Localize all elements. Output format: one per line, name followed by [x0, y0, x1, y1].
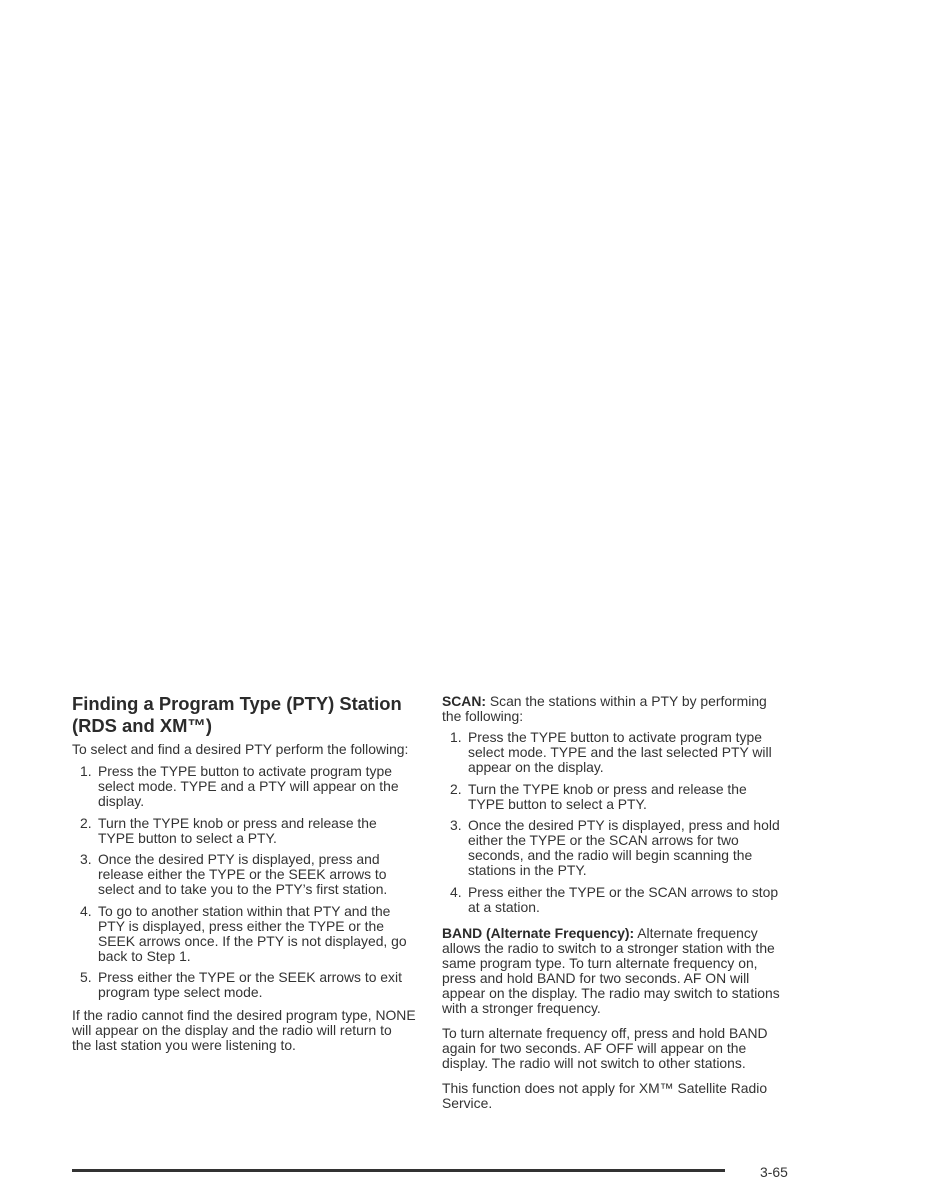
- band-paragraph: [442, 926, 802, 1016]
- step-text: Turn the TYPE knob or press and release the TYPE button to select a PTY.: [98, 814, 377, 846]
- scan-steps-list: [442, 730, 802, 915]
- scan-paragraph: [442, 694, 802, 724]
- step-number: 4.: [80, 902, 92, 919]
- list-item: [72, 852, 432, 897]
- step-number: 4.: [450, 883, 462, 900]
- list-item: [72, 816, 432, 846]
- list-item: [442, 730, 802, 775]
- step-number: 2.: [450, 780, 462, 797]
- step-number: 1.: [450, 729, 462, 745]
- step-text: Turn the TYPE knob or press and release the TYPE button to select a PTY.: [468, 780, 747, 812]
- step-text: Once the desired PTY is displayed, press and release either the TYPE or the SEEK arrows to select and to take you to the PTY’s first station.: [98, 851, 388, 897]
- pty-steps-list: [72, 764, 432, 1000]
- scan-label: SCAN:: [442, 693, 486, 709]
- list-item: [442, 782, 802, 812]
- no-pty-note: If the radio cannot find the desired program type, NONE will appear on the display and the radio will return to the last station you were listening to.: [72, 1006, 416, 1053]
- section-heading: Finding a Program Type (PTY) Station (RDS and XM™): [72, 693, 402, 736]
- step-text: Press either the TYPE or the SCAN arrows to stop at a station.: [468, 883, 779, 915]
- step-text: To go to another station within that PTY and the PTY is displayed, press either the TYPE or the SEEK arrows once. If the PTY is not displayed, go back to Step 1.: [98, 902, 407, 964]
- step-number: 5.: [80, 969, 92, 985]
- footer-rule: [72, 1169, 725, 1172]
- left-column: [72, 693, 432, 1053]
- band-label: BAND (Alternate Frequency):: [442, 924, 635, 941]
- list-item: [72, 764, 432, 809]
- step-text: Once the desired PTY is displayed, press and hold either the TYPE or the SCAN arrows for two seconds, and the radio will begin scanning the stations in the PTY.: [468, 817, 780, 878]
- step-number: 1.: [80, 763, 92, 779]
- page-number: 3-65: [760, 1164, 788, 1180]
- step-number: 3.: [450, 817, 462, 833]
- xm-note-paragraph: This function does not apply for XM™ Satellite Radio Service.: [442, 1079, 768, 1111]
- step-text: Press the TYPE button to activate program type select mode. TYPE and a PTY will appear on the display.: [98, 763, 399, 809]
- step-number: 2.: [80, 814, 92, 831]
- list-item: [442, 885, 802, 915]
- intro-paragraph: To select and find a desired PTY perform the following:: [72, 741, 409, 757]
- list-item: [72, 904, 432, 964]
- step-text: Press the TYPE button to activate program type select mode. TYPE and the last selected PTY will appear on the display.: [468, 729, 772, 775]
- list-item: [442, 818, 802, 878]
- band-text: Alternate frequency allows the radio to switch to a stronger station with the same program type. To turn alternate frequency on, press and hold BAND for two seconds. AF ON will appear on the display. The radio may switch to stations with a stronger frequency.: [442, 924, 780, 1016]
- list-item: [72, 970, 432, 1000]
- right-column: [442, 694, 802, 1111]
- af-off-paragraph: To turn alternate frequency off, press and hold BAND again for two seconds. AF OFF will appear on the display. The radio will not switch to other stations.: [442, 1024, 768, 1071]
- step-text: Press either the TYPE or the SEEK arrows to exit program type select mode.: [98, 969, 402, 1000]
- step-number: 3.: [80, 851, 92, 867]
- scan-text: Scan the stations within a PTY by performing the following:: [442, 693, 767, 724]
